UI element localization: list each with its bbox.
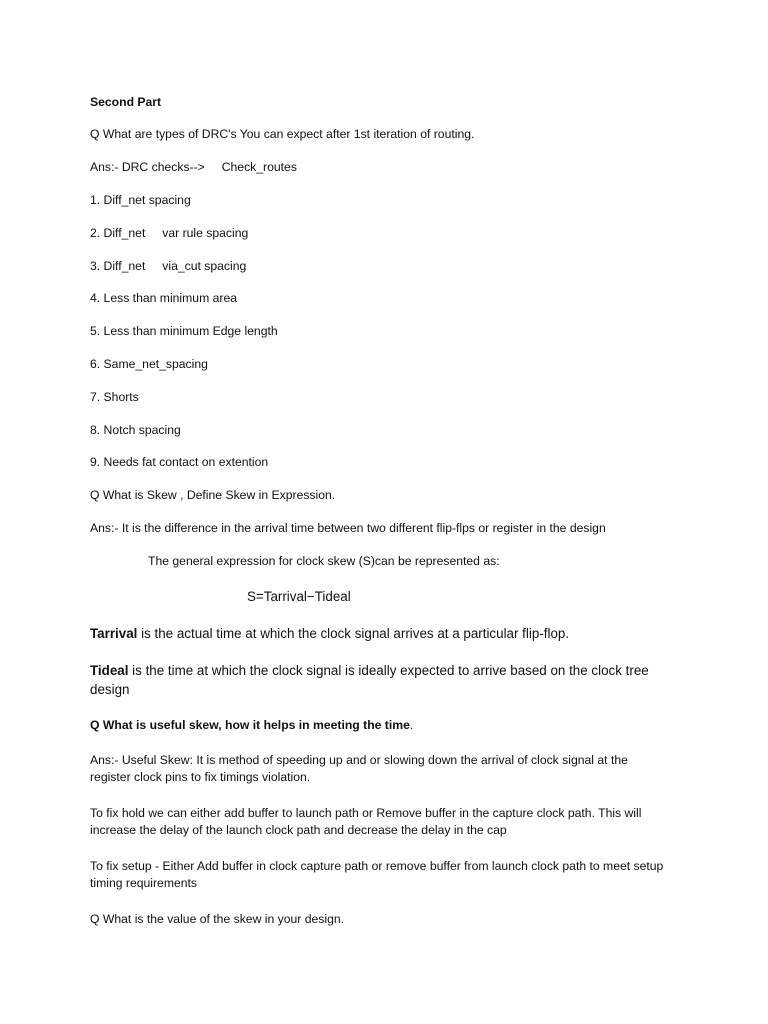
- list-item: 8. Notch spacing: [90, 423, 181, 437]
- list-item: 1. Diff_net spacing: [90, 193, 191, 207]
- tideal-description: is the time at which the clock signal is ideally expected to arrive based on the clock tree design: [90, 663, 649, 697]
- list-item: 2. Diff_net var rule spacing: [90, 226, 249, 240]
- tarrival-description: is the actual time at which the clock signal arrives at a particular flip-flop.: [137, 626, 570, 641]
- question-skew-value: Q What is the value of the skew in your design.: [90, 912, 345, 926]
- list-item: 3. Diff_net via_cut spacing: [90, 259, 247, 273]
- answer-drc-checks: Ans:- DRC checks--> Check_routes: [90, 160, 297, 174]
- expression-intro: The general expression for clock skew (S)can be represented as:: [148, 554, 500, 568]
- skew-expression: S=Tarrival−Tideal: [247, 589, 351, 604]
- tideal-definition: [90, 661, 650, 699]
- answer-useful-skew: Ans:- Useful Skew: It is method of speeding up and or slowing down the arrival of clock signal at the register clock pins to fix timings violation.: [90, 753, 628, 784]
- setup-fix-paragraph: To fix setup - Either Add buffer in clock capture path or remove buffer from launch clock path to meet setup timing requirements: [90, 859, 664, 890]
- tarrival-definition: [90, 624, 569, 643]
- list-item: 4. Less than minimum area: [90, 291, 237, 305]
- answer-skew: Ans:- It is the difference in the arrival time between two different flip-flps or register in the design: [90, 521, 606, 535]
- list-item: 5. Less than minimum Edge length: [90, 324, 278, 338]
- tideal-term: Tideal: [90, 663, 129, 678]
- section-title: Second Part: [90, 95, 162, 109]
- list-item: 9. Needs fat contact on extention: [90, 455, 269, 469]
- hold-fix-paragraph: To fix hold we can either add buffer to launch path or Remove buffer in the capture clock path. This will increase the delay of the launch clock path and decrease the delay in the cap: [90, 806, 642, 837]
- question-drc-types: Q What are types of DRC's You can expect after 1st iteration of routing.: [90, 127, 475, 141]
- tarrival-term: Tarrival: [90, 626, 138, 641]
- list-item: 6. Same_net_spacing: [90, 357, 208, 371]
- question-skew: Q What is Skew , Define Skew in Expression.: [90, 488, 336, 502]
- question-useful-skew: Q What is useful skew, how it helps in meeting the time.: [90, 718, 414, 732]
- list-item: 7. Shorts: [90, 390, 139, 404]
